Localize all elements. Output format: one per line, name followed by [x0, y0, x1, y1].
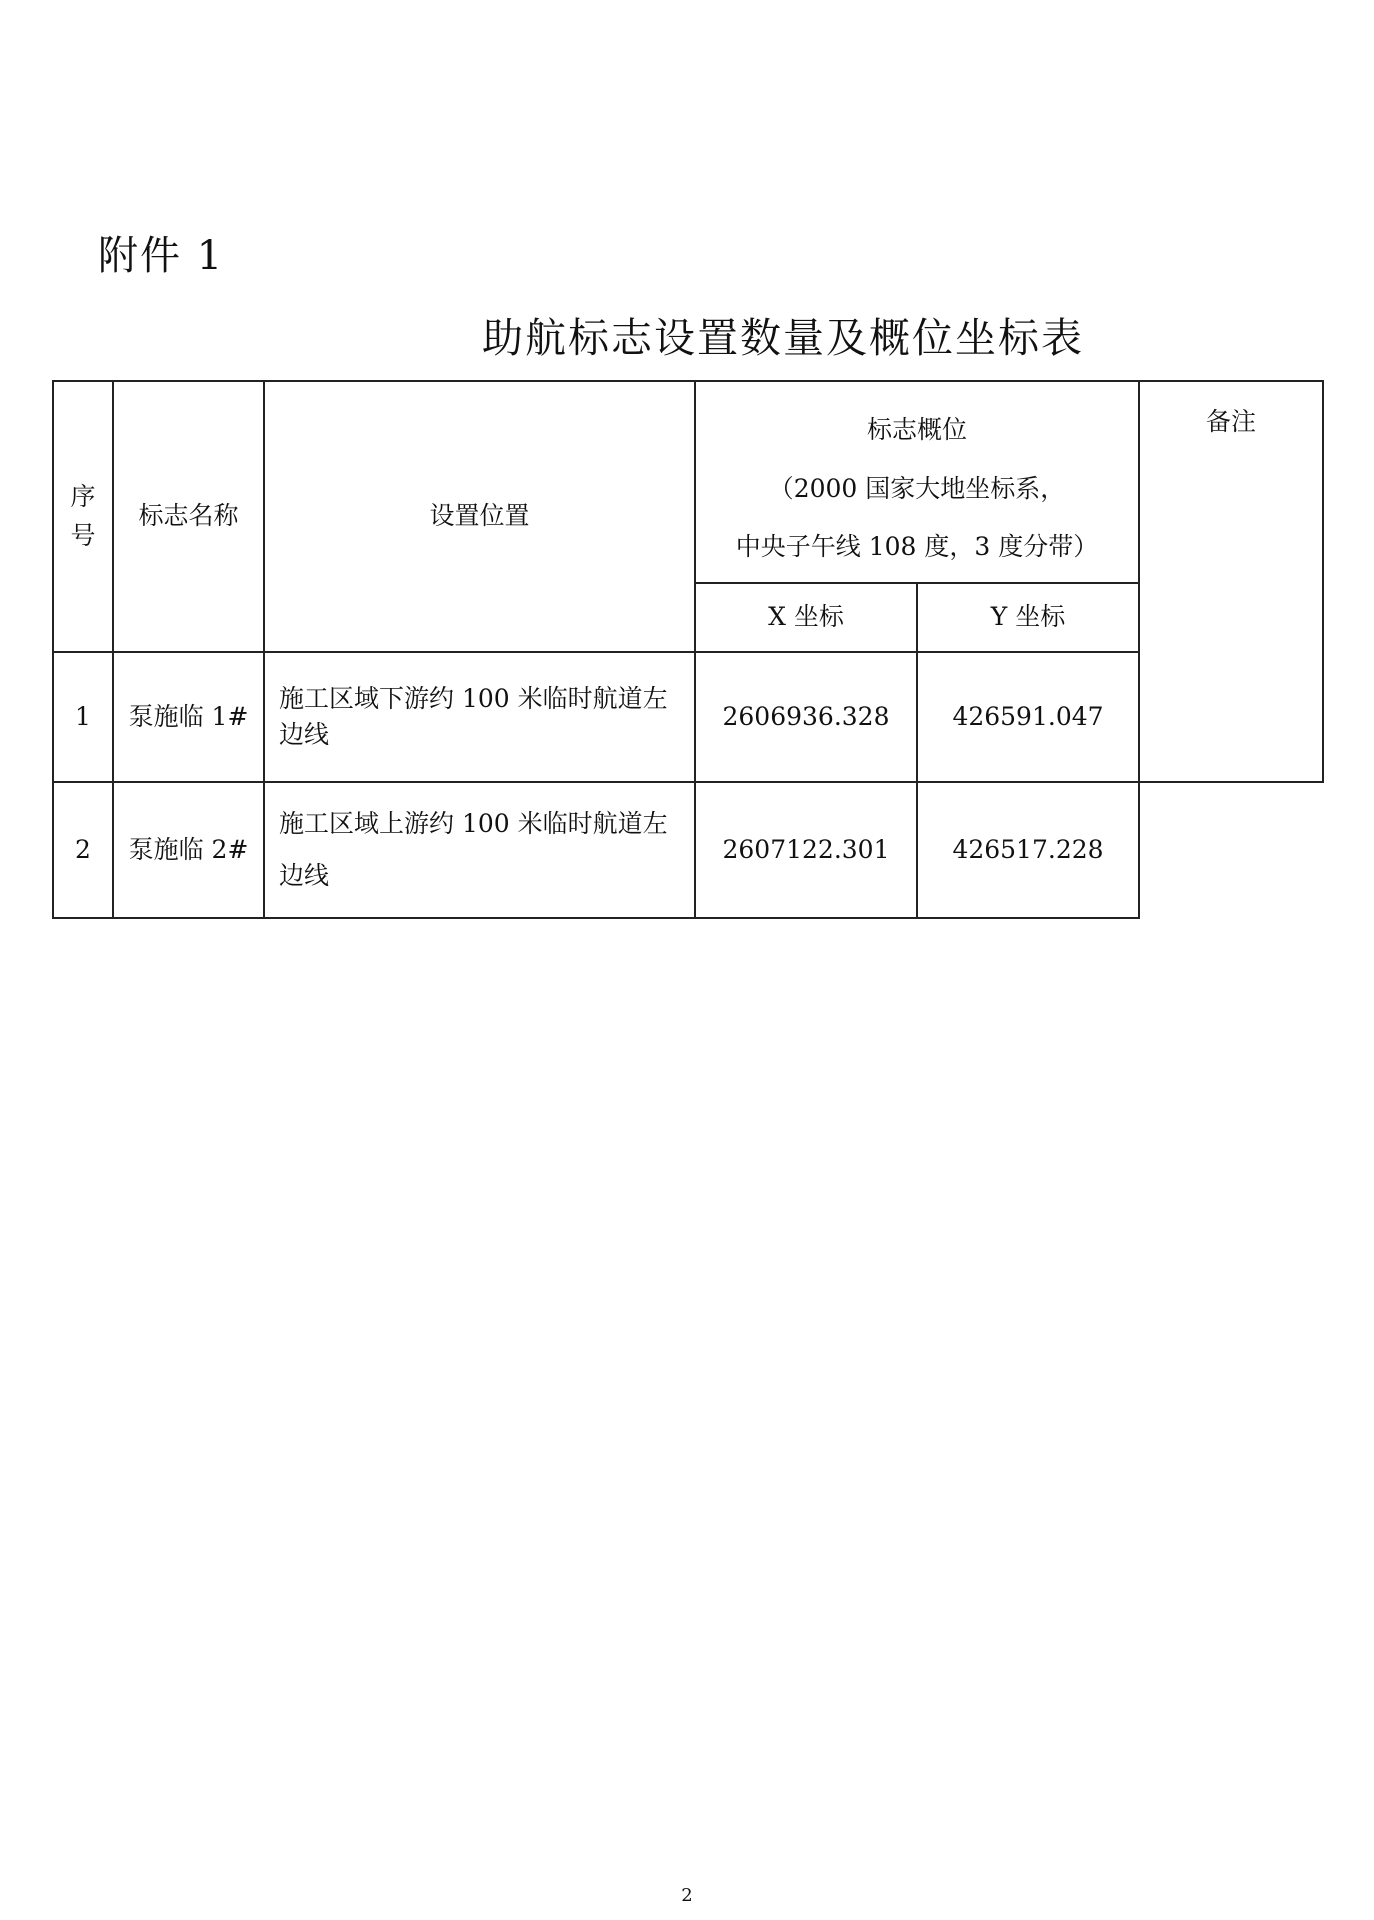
header-position-title: 标志概位	[866, 415, 967, 445]
header-location: 设置位置	[264, 381, 695, 652]
document-title: 助航标志设置数量及概位坐标表	[482, 314, 1084, 362]
coordinate-table	[52, 380, 1324, 919]
cell-name: 泵施临 2#	[113, 782, 264, 918]
table-header-row	[53, 381, 1323, 583]
cell-x: 2607122.301	[695, 782, 917, 918]
cell-y: 426591.047	[917, 652, 1139, 782]
cell-seq: 2	[53, 782, 113, 918]
cell-x: 2606936.328	[695, 652, 917, 782]
header-x: X 坐标	[695, 583, 917, 652]
header-seq-char: 序	[70, 481, 96, 511]
cell-y: 426517.228	[917, 782, 1139, 918]
header-y: Y 坐标	[917, 583, 1139, 652]
header-seq-char: 号	[70, 520, 96, 550]
cell-location: 施工区域上游约 100 米临时航道左边线	[264, 782, 695, 918]
header-position-system: （2000 国家大地坐标系，	[768, 473, 1066, 503]
header-position	[695, 381, 1139, 583]
cell-location: 施工区域下游约 100 米临时航道左边线	[264, 652, 695, 782]
header-position-meridian: 中央子午线 108 度，3 度分带）	[735, 532, 1099, 562]
header-note: 备注	[1139, 381, 1323, 782]
header-name: 标志名称	[113, 381, 264, 652]
header-seq	[53, 381, 113, 652]
cell-name: 泵施临 1#	[113, 652, 264, 782]
page-number: 2	[681, 1885, 693, 1906]
attachment-label: 附件 1	[98, 233, 225, 279]
table-row	[53, 652, 1323, 782]
table-row	[53, 782, 1323, 918]
cell-seq: 1	[53, 652, 113, 782]
